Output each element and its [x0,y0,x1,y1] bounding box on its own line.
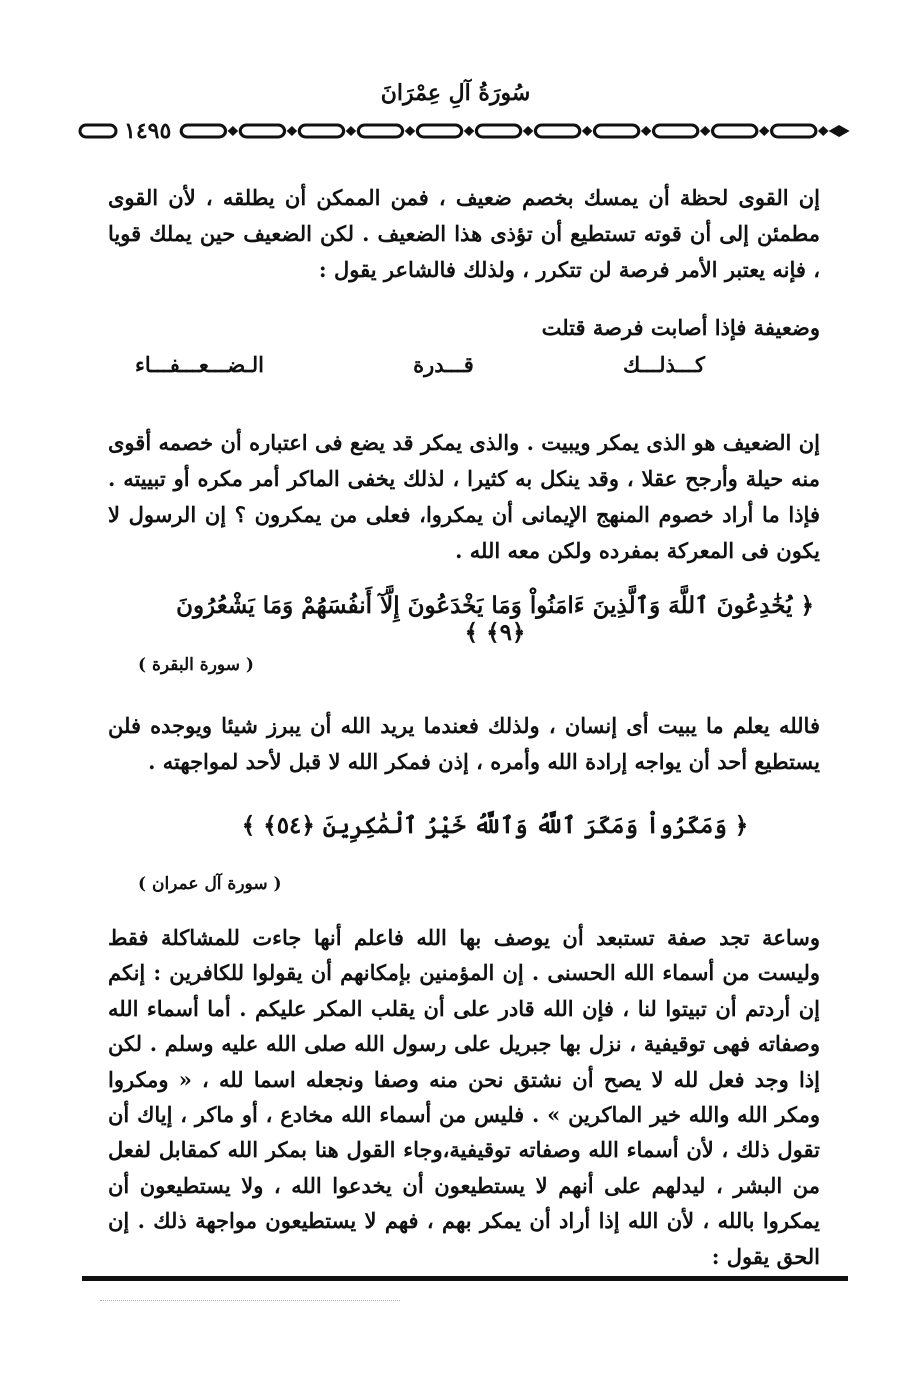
paragraph-2: إن الضعيف هو الذى يمكر ويبيت . والذى يمكر قد يضع فى اعتباره أن خصمه أقوى منه حيلة وأرجح عقلا ، وقد ينكل به كثيرا ، لذلك يخفى الماكر أمر مكره أو تبييته . فإذا ما أراد خصوم المنهج الإيمانى أن يمكروا، فعلى من يمكرون ؟ إن الرسول لا يكون فى المعركة بمفرده ولكن معه الله . [108,430,820,563]
surah-title: سُورَةُ آلِ عِمْرَانَ [380,80,531,106]
header-ornament-chain [177,118,852,144]
quran-verse-2: ﴿ وَمَكَرُواْ وَمَكَرَ ٱللَّهُ وَٱللَّهُ خَيْرُ ٱلْمَٰكِرِينَ ﴿٥٤﴾ ﴾ [241,812,749,839]
verse-1-reference: ( سورة البقرة ) [138,655,254,675]
quran-verse-1: ﴿ يُخَٰدِعُونَ ٱللَّهَ وَٱلَّذِينَ ءَامَنُواْ وَمَا يَخْدَعُونَ إِلَّآ أَنفُسَهُمْ وَمَا يَشْعُرُونَ ﴿٩﴾ ﴾ [176,592,814,646]
bottom-rule [82,1276,848,1281]
header-ornament-left [78,118,118,144]
paragraph-1: إن القوى لحظة أن يمسك بخصم ضعيف ، فمن الممكن أن يطلقه ، لأن القوى مطمئن إلى أن قوته تستطيع أن تؤذى هذا الضعيف . لكن الضعيف حين يملك قويا ، فإنه يعتبر الأمر فرصة لن تتكرر ، ولذلك فالشاعر يقول : [108,185,820,282]
poem-line-1: وضعيفة فإذا أصابت فرصة قتلت [541,315,820,340]
paragraph-4: وساعة تجد صفة تستبعد أن يوصف بها الله فاعلم أنها جاءت للمشاكلة فقط وليست من أسماء الله الحسنى . إن المؤمنين بإمكانهم أن يقولوا للكافرين : إنكم إن أردتم أن تبيتوا لنا ، فإن الله قادر على أن يقلب المكر عليكم . أما أسماء الله وصفاته فهى توقيفية ، نزل بها جبريل على رسول الله صلى الله عليه وسلم . لكن إذا وجد فعل لله لا يصح أن نشتق نحن منه وصفا ونجعله اسما لله ، « ومكروا ومكر الله والله خير الماكرين » . فليس من أسماء الله مخادع ، أو ماكر ، إياك أن تقول ذلك ، لأن أسماء الله وصفاته توقيفية،وجاء القول هنا بمكر الله كمقابل لفعل من البشر ، ليدلهم على أنهم لا يستطيعون أن يخدعوا الله ، ولا يستطيعون أن يمكروا بالله ، لأن الله إذا أراد أن يمكر بهم ، فهم لا يستطيعون مواجهة ذلك . إن الحق يقول : [108,925,820,1269]
poem-word: كـــذلـــك [622,352,705,377]
poem-word: الـضـــعـــفـــاء [135,352,265,377]
verse-2-reference: ( سورة آل عمران ) [138,874,282,894]
header-border [78,118,852,144]
paragraph-3: فالله يعلم ما يبيت أى إنسان ، ولذلك فعندما يريد الله أن يبرز شيئا ويوجده فلن يستطيع أحد أن يواجه إرادة الله وأمره ، إذن فمكر الله لا قبل لأحد لمواجهته . [108,713,820,774]
page-number: ١٤٩٥ [124,118,172,144]
poem-line-2 [135,352,705,377]
scan-artifact [100,1300,400,1305]
poem-word: قـــدرة [413,352,474,377]
